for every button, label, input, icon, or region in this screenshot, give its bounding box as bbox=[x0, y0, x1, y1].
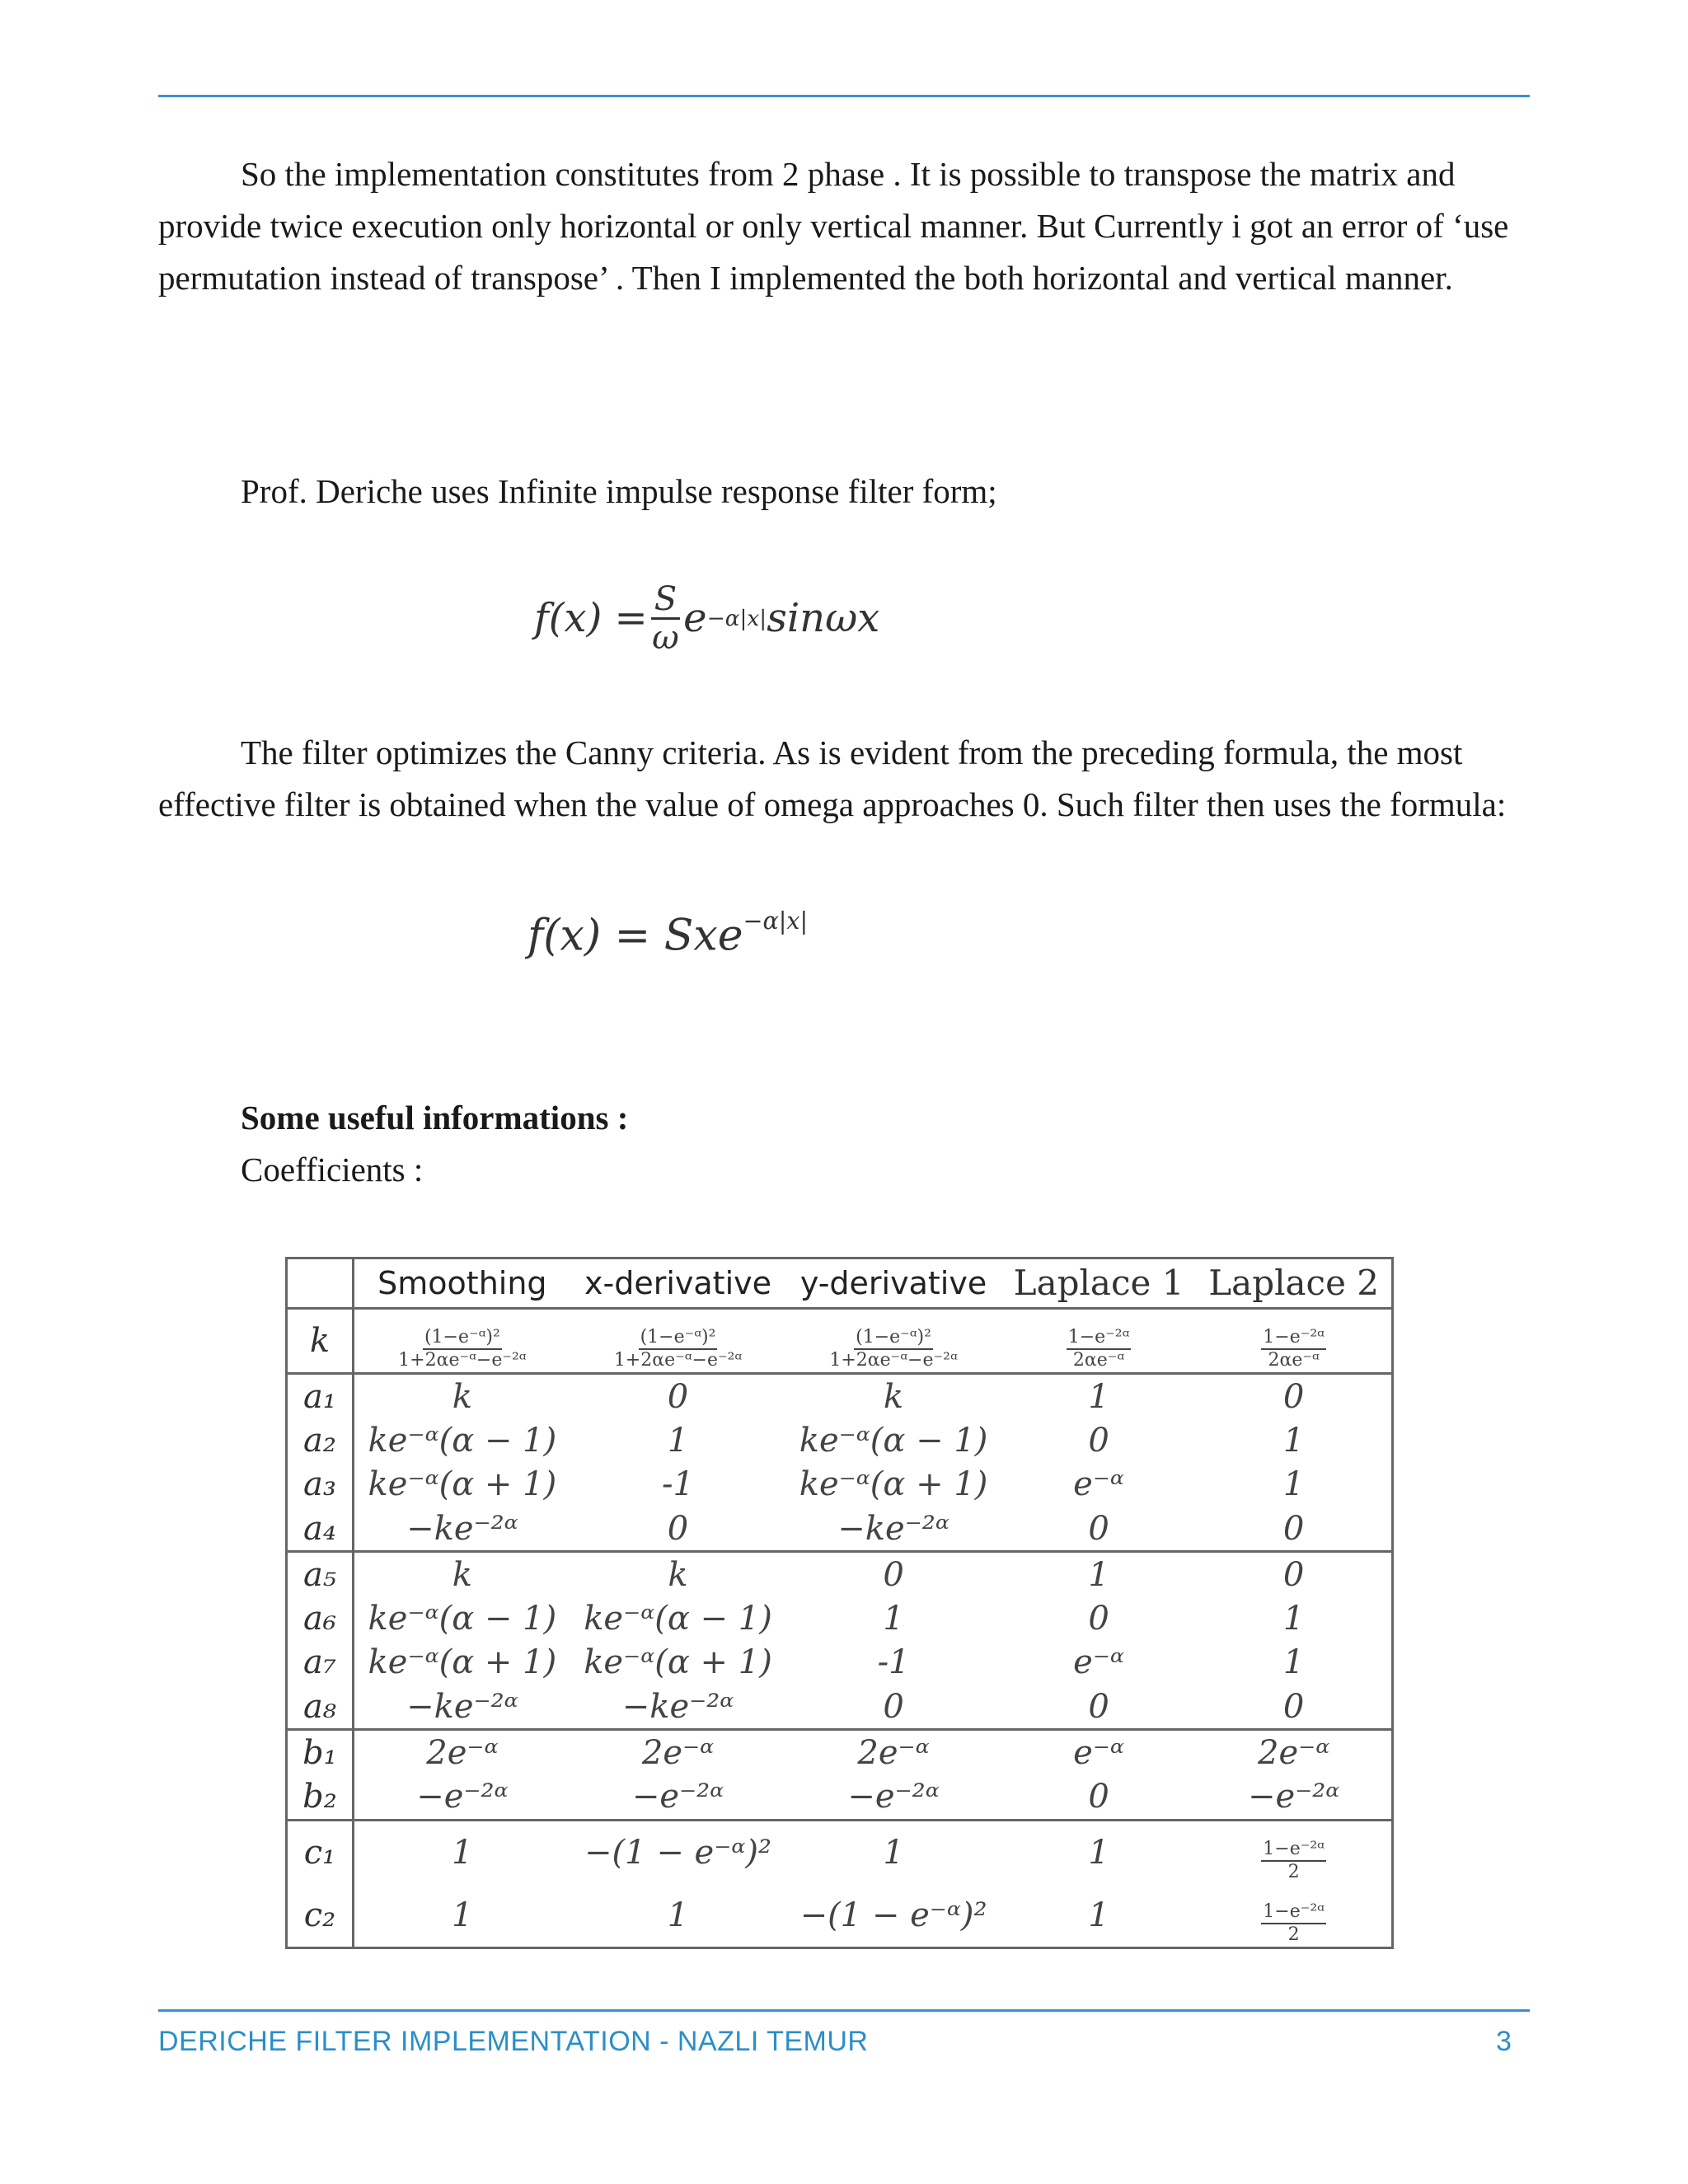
formula-iir-filter bbox=[534, 569, 879, 668]
table-row bbox=[287, 1507, 1393, 1552]
coefficient-cell: ke⁻ᵅ(α − 1) bbox=[368, 1421, 557, 1460]
footer-rule bbox=[158, 2009, 1530, 2012]
row-label: c₁ bbox=[287, 1821, 354, 1884]
coefficient-cell: k bbox=[883, 1377, 904, 1416]
row-label: b₂ bbox=[287, 1775, 354, 1821]
coefficient-cell: 0 bbox=[1282, 1377, 1305, 1416]
coefficient-cell: 0 bbox=[1001, 1507, 1196, 1552]
coefficient-cell: 0 bbox=[667, 1377, 689, 1416]
formula1-denominator: ω bbox=[652, 618, 679, 657]
coefficient-cell: 1 bbox=[1282, 1643, 1305, 1682]
coefficient-cell: 2e⁻ᵅ bbox=[641, 1734, 715, 1773]
coefficient-cell: −ke⁻²ᵅ bbox=[785, 1507, 1001, 1552]
coefficient-cell: e⁻ᵅ bbox=[1073, 1465, 1124, 1504]
coefficient-cell: 1 bbox=[452, 1896, 473, 1934]
coefficient-cell: 0 bbox=[1196, 1507, 1392, 1552]
coefficients-table bbox=[285, 1257, 1394, 1949]
coefficient-cell: -1 bbox=[662, 1465, 694, 1504]
coefficient-cell: ke⁻ᵅ(α − 1) bbox=[368, 1600, 557, 1638]
k-x-derivative: $\frac{\text{(1−e⁻ᵅ)²}}{\text{1+2αe⁻ᵅ−e⁻²ᵅ}}$ bbox=[570, 1309, 786, 1374]
header-y-derivative: y-derivative bbox=[785, 1258, 1001, 1309]
section-subheading: Coefficients : bbox=[241, 1151, 424, 1188]
k-laplace-1: $\frac{\text{1−e⁻²ᵅ}}{\text{2αe⁻ᵅ}}$ bbox=[1001, 1309, 1196, 1374]
table-row bbox=[287, 1821, 1393, 1884]
coefficient-cell: e⁻ᵅ bbox=[1073, 1734, 1124, 1773]
table-row bbox=[287, 1884, 1393, 1948]
coefficient-cell: 1 bbox=[1088, 1896, 1109, 1934]
header-rule bbox=[158, 95, 1530, 97]
coefficient-cell: −e⁻²ᵅ bbox=[1196, 1775, 1392, 1821]
formula2-exponent: −α|x| bbox=[743, 907, 809, 935]
table-row bbox=[287, 1418, 1393, 1462]
table-row bbox=[287, 1775, 1393, 1821]
row-label: a₁ bbox=[287, 1373, 354, 1418]
paragraph-deriche-intro: Prof. Deriche uses Infinite impulse response filter form; bbox=[241, 472, 997, 510]
coefficient-cell: $\frac{\text{1−e⁻²ᵅ}}{2}$ bbox=[1263, 1839, 1325, 1883]
coefficient-cell: 0 bbox=[570, 1507, 786, 1552]
row-label: a₄ bbox=[287, 1507, 354, 1552]
row-label: a₇ bbox=[287, 1641, 354, 1685]
row-label: c₂ bbox=[287, 1884, 354, 1948]
table-row bbox=[287, 1641, 1393, 1685]
coefficient-cell: 0 bbox=[1196, 1685, 1392, 1730]
formula2-lhs: f(x) = Sxe bbox=[528, 911, 743, 961]
coefficient-cell: 1 bbox=[667, 1421, 689, 1460]
formula1-tail: sinωx bbox=[767, 595, 880, 641]
formula-limit-filter bbox=[528, 907, 808, 961]
formula1-lhs: f(x) = bbox=[534, 595, 648, 641]
coefficient-cell: −e⁻²ᵅ bbox=[570, 1775, 786, 1821]
table-row bbox=[287, 1685, 1393, 1730]
table-row bbox=[287, 1463, 1393, 1507]
coefficient-cell: k bbox=[452, 1377, 472, 1416]
coefficient-cell: ke⁻ᵅ(α + 1) bbox=[799, 1465, 988, 1504]
coefficient-cell: 0 bbox=[1001, 1775, 1196, 1821]
formula1-numerator: S bbox=[651, 581, 680, 620]
coefficient-cell: 1 bbox=[883, 1600, 904, 1638]
coefficient-cell: ke⁻ᵅ(α + 1) bbox=[368, 1643, 557, 1682]
k-smoothing: $\frac{\text{(1−e⁻ᵅ)²}}{\text{1+2αe⁻ᵅ−e⁻²ᵅ}}$ bbox=[354, 1309, 570, 1374]
row-label: a₈ bbox=[287, 1685, 354, 1730]
formula1-exponent: −α|x| bbox=[706, 605, 767, 631]
coefficient-cell: −ke⁻²ᵅ bbox=[354, 1507, 570, 1552]
coefficient-cell: 0 bbox=[1088, 1421, 1109, 1460]
coefficient-cell: k bbox=[668, 1555, 688, 1594]
coefficient-cell: −e⁻²ᵅ bbox=[354, 1775, 570, 1821]
row-label: a₃ bbox=[287, 1463, 354, 1507]
coefficient-cell: k bbox=[452, 1555, 472, 1594]
coefficient-cell: $\frac{\text{1−e⁻²ᵅ}}{2}$ bbox=[1263, 1900, 1325, 1945]
coefficient-cell: −(1 − e⁻ᵅ)² bbox=[799, 1896, 987, 1934]
row-label: b₁ bbox=[287, 1730, 354, 1775]
section-heading: Some useful informations : bbox=[241, 1099, 629, 1137]
table-row bbox=[287, 1552, 1393, 1597]
coefficient-cell: 0 bbox=[785, 1685, 1001, 1730]
coefficient-cell: −e⁻²ᵅ bbox=[785, 1775, 1001, 1821]
coefficient-cell: 2e⁻ᵅ bbox=[426, 1734, 499, 1773]
paragraph-implementation: So the implementation constitutes from 2 phase . It is possible to transpose the matrix and provide twice execution only horizontal or only vertical manner. But Currently i got an error of ‘use permutation instead of transpose’ . Then I implemented the both horizontal and vertical manner. bbox=[158, 155, 1509, 297]
coefficient-cell: −ke⁻²ᵅ bbox=[570, 1685, 786, 1730]
header-smoothing: Smoothing bbox=[354, 1258, 570, 1309]
header-laplace-2: Laplace 2 bbox=[1196, 1258, 1392, 1309]
header-laplace-1: Laplace 1 bbox=[1001, 1258, 1196, 1309]
coefficient-cell: 1 bbox=[1282, 1600, 1305, 1638]
coefficient-cell: 2e⁻ᵅ bbox=[1258, 1734, 1330, 1773]
table-row bbox=[287, 1373, 1393, 1418]
table-row bbox=[287, 1597, 1393, 1641]
table-row-k bbox=[287, 1309, 1393, 1374]
coefficient-cell: 0 bbox=[1282, 1555, 1305, 1594]
coefficient-cell: 0 bbox=[1088, 1600, 1109, 1638]
coefficient-cell: e⁻ᵅ bbox=[1073, 1643, 1124, 1682]
coefficient-cell: −ke⁻²ᵅ bbox=[354, 1685, 570, 1730]
coefficient-cell: 0 bbox=[1001, 1685, 1196, 1730]
row-label: a₂ bbox=[287, 1418, 354, 1462]
coefficient-cell: 1 bbox=[1282, 1465, 1305, 1504]
k-laplace-2: $\frac{\text{1−e⁻²ᵅ}}{\text{2αe⁻ᵅ}}$ bbox=[1196, 1309, 1392, 1374]
coefficient-cell: 1 bbox=[1088, 1834, 1109, 1872]
coefficient-cell: 1 bbox=[1088, 1555, 1109, 1594]
table-row bbox=[287, 1730, 1393, 1775]
coefficient-cell: ke⁻ᵅ(α + 1) bbox=[584, 1643, 772, 1682]
formula1-fraction bbox=[651, 581, 680, 656]
coefficient-cell: −(1 − e⁻ᵅ)² bbox=[584, 1834, 771, 1872]
k-y-derivative: $\frac{\text{(1−e⁻ᵅ)²}}{\text{1+2αe⁻ᵅ−e⁻²ᵅ}}$ bbox=[785, 1309, 1001, 1374]
header-x-derivative: x-derivative bbox=[570, 1258, 786, 1309]
coefficient-cell: 1 bbox=[883, 1834, 904, 1872]
row-label: a₅ bbox=[287, 1552, 354, 1597]
coefficient-cell: 1 bbox=[1282, 1421, 1305, 1460]
coefficient-cell: -1 bbox=[877, 1643, 910, 1682]
coefficient-cell: 2e⁻ᵅ bbox=[857, 1734, 930, 1773]
coefficient-cell: 1 bbox=[667, 1896, 689, 1934]
row-label: a₆ bbox=[287, 1597, 354, 1641]
formula1-base: e bbox=[683, 595, 707, 641]
coefficient-cell: ke⁻ᵅ(α − 1) bbox=[584, 1600, 772, 1638]
coefficient-cell: ke⁻ᵅ(α − 1) bbox=[799, 1421, 988, 1460]
row-label: k bbox=[287, 1309, 354, 1374]
coefficient-cell: ke⁻ᵅ(α + 1) bbox=[368, 1465, 557, 1504]
table-corner bbox=[287, 1258, 354, 1309]
coefficient-cell: 1 bbox=[1088, 1377, 1109, 1416]
coefficient-cell: 1 bbox=[452, 1834, 473, 1872]
coefficient-cell: 0 bbox=[883, 1555, 904, 1594]
footer-title: DERICHE FILTER IMPLEMENTATION - NAZLI TEMUR bbox=[158, 2026, 869, 2057]
page-number: 3 bbox=[1496, 2026, 1512, 2057]
paragraph-canny: The filter optimizes the Canny criteria. As is evident from the preceding formula, the most effective filter is obtained when the value of omega approaches 0. Such filter then uses the formula: bbox=[158, 733, 1507, 823]
table-header-row bbox=[287, 1258, 1393, 1309]
